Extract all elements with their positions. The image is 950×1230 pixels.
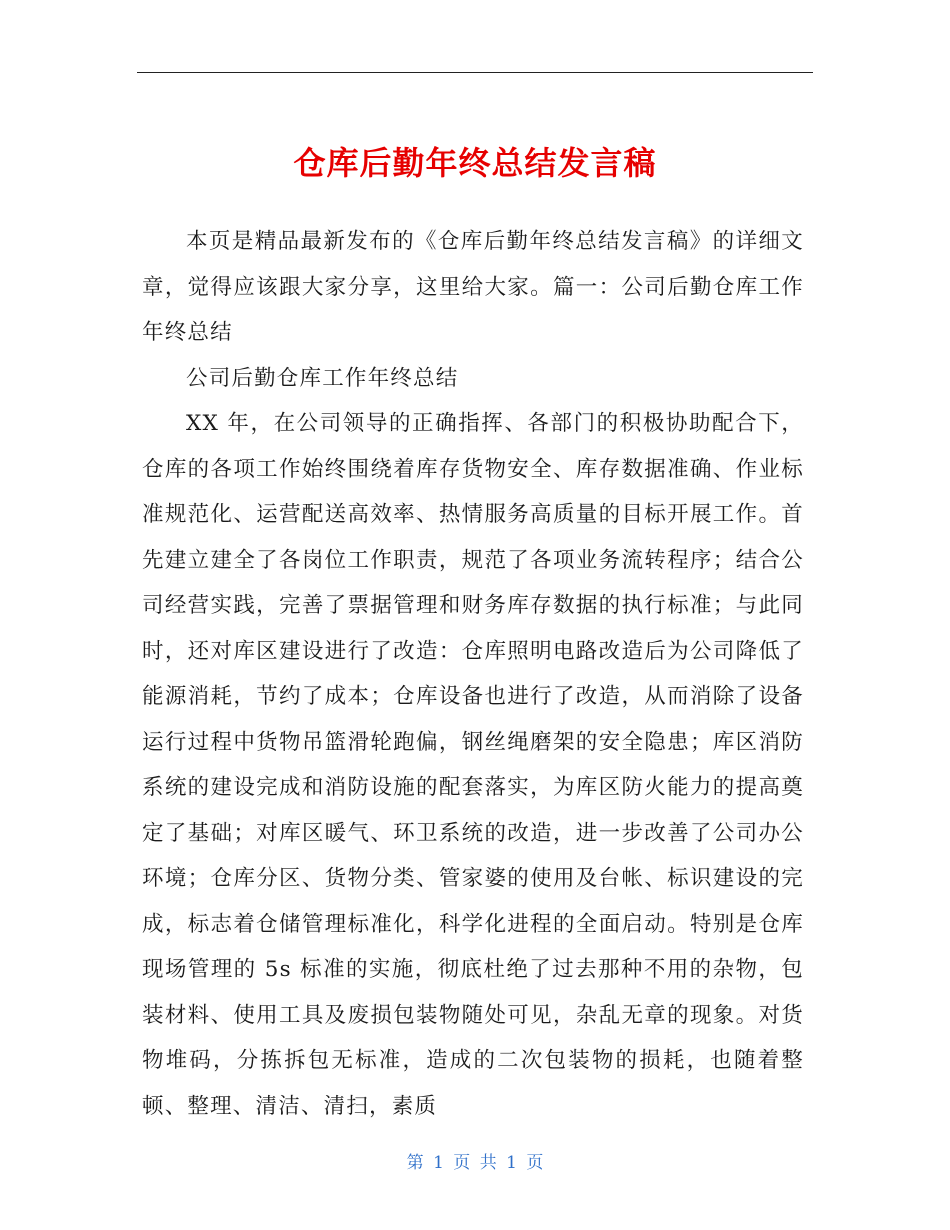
document-title: 仓库后勤年终总结发言稿	[293, 144, 657, 183]
document-body	[142, 219, 804, 1129]
paragraph-intro: 本页是精品最新发布的《仓库后勤年终总结发言稿》的详细文章，觉得应该跟大家分享，这里给大家。篇一：公司后勤仓库工作年终总结	[142, 229, 804, 345]
page-number-footer: 第 1 页 共 1 页	[406, 1153, 544, 1173]
paragraph-main: XX 年，在公司领导的正确指挥、各部门的积极协助配合下，仓库的各项工作始终围绕着库存货物安全、库存数据准确、作业标准规范化、运营配送高效率、热情服务高质量的目标开展工作。首先建立建全了各岗位工作职责，规范了各项业务流转程序；结合公司经营实践，完善了票据管理和财务库存数据的执行标准；与此同时，还对库区建设进行了改造：仓库照明电路改造后为公司降低了能源消耗，节约了成本；仓库设备也进行了改造，从而消除了设备运行过程中货物吊篮滑轮跑偏，钢丝绳磨架的安全隐患；库区消防系统的建设完成和消防设施的配套落实，为库区防火能力的提高奠定了基础；对库区暖气、环卫系统的改造，进一步改善了公司办公环境；仓库分区、货物分类、管家婆的使用及台帐、标识建设的完成，标志着仓储管理标准化，科学化进程的全面启动。特别是仓库现场管理的 5s 标准的实施，彻底杜绝了过去那种不用的杂物，包装材料、使用工具及废损包装物随处可见，杂乱无章的现象。对货物堆码，分拣拆包无标准，造成的二次包装物的损耗，也随着整顿、整理、清洁、清扫，素质	[142, 411, 804, 1119]
paragraph-subheading: 公司后勤仓库工作年终总结	[186, 365, 459, 391]
header-rule	[137, 72, 813, 73]
